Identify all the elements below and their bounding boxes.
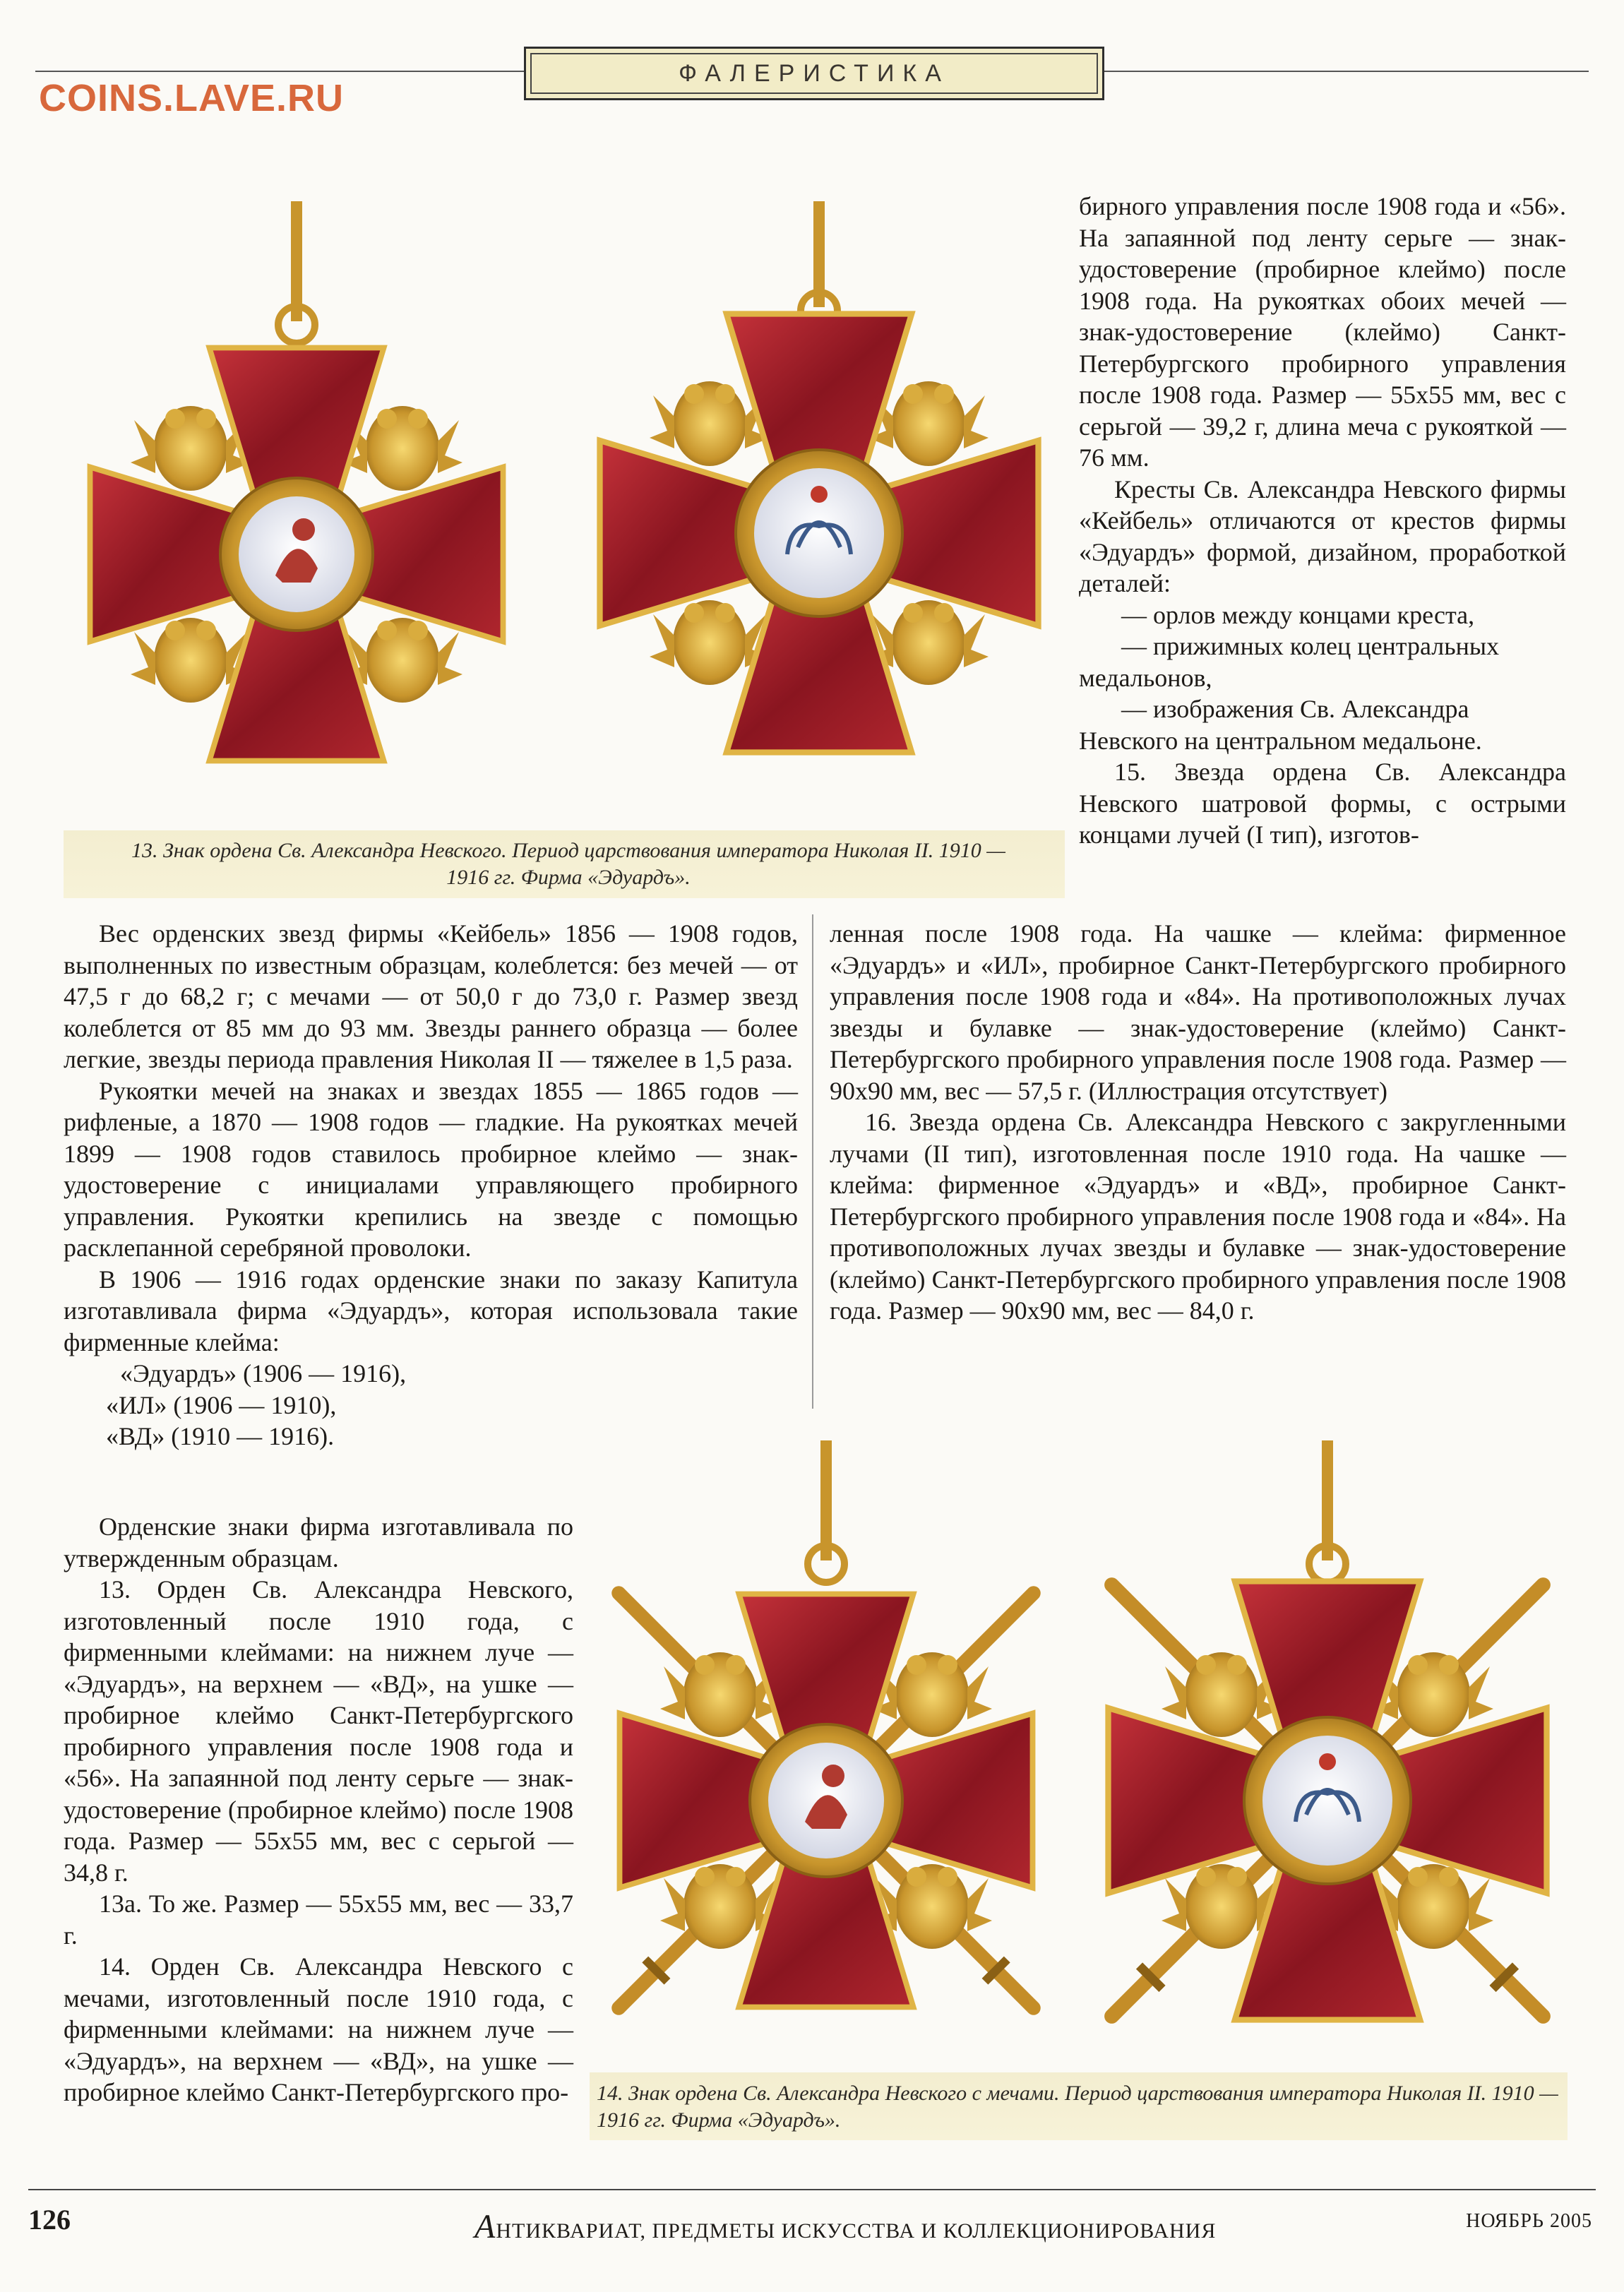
right-column-top <box>1079 191 1566 851</box>
issue-date: НОЯБРЬ 2005 <box>1466 2210 1592 2232</box>
page-number: 126 <box>28 2204 71 2236</box>
paragraph: 13. Орден Св. Александра Невского, изготовленный после 1910 года, с фирменными клеймами: на нижнем луче — «Эдуардъ», на верхнем — «ВД», на ушке — пробирное клеймо Санкт-Петербургского пробирного управления после 1908 года и «56». На запаянной под ленту серьге — знак-удостоверение (пробирное клеймо) после 1908 года. Размер — 55х55 мм, вес с серьгой — 34,8 г. <box>64 1575 573 1887</box>
paragraph: Кресты Св. Александра Невского фирмы «Кейбель» отличаются от крестов фирмы «Эдуардъ» формой, дизайном, проработкой деталей: <box>1079 474 1566 597</box>
feature-item: — прижимных колец центральных медальонов, <box>1079 632 1500 692</box>
feature-item: — орлов между концами креста, <box>1121 600 1475 629</box>
feature-item: — изображения Св. Александра Невского на центральном медальоне. <box>1079 695 1482 755</box>
paragraph: В 1906 — 1916 годах орденские знаки по заказу Капитула изготавливала фирма «Эдуардъ», которая использовала такие фирменные клейма: <box>64 1265 798 1356</box>
mark-item: «Эдуардъ» (1906 — 1916), <box>120 1359 407 1387</box>
paragraph: Вес орденских звезд фирмы «Кейбель» 1856 — 1908 годов, выполненных по известным образцам, колеблется: без мечей — от 47,5 г до 68,2 г; с мечами — от 50,0 г до 73,0 г. Размер звезд колеблется от 85 мм до 93 мм. Звезды раннего образца — более легкие, звезды периода правления Николая II — тяжелее в 1,5 раза. <box>64 919 798 1073</box>
paragraph: 14. Орден Св. Александра Невского с мечами, изготовленный после 1910 года, с фирменными клеймами: на нижнем луче — «Эдуардъ», на верхнем — «ВД», на ушке — пробирное клеймо Санкт-Петербургского про- <box>64 1952 573 2106</box>
order-cross-reverse <box>586 201 1052 823</box>
section-title: ФАЛЕРИСТИКА <box>679 59 950 87</box>
caption-figure-13: 13. Знак ордена Св. Александра Невского. Период царствования императора Николая II. 1910 — 1916 гг. Фирма «Эдуардъ». <box>131 839 1005 889</box>
journal-name: НТИКВАРИАТ, ПРЕДМЕТЫ ИСКУССТВА И КОЛЛЕКЦИОНИРОВАНИЯ <box>496 2219 1217 2243</box>
journal-title <box>474 2207 1216 2246</box>
journal-initial: А <box>474 2208 496 2245</box>
right-column-wide <box>830 918 1566 1327</box>
column-divider <box>812 914 813 1409</box>
paragraph: Орденские знаки фирма изготавливала по утвержденным образцам. <box>64 1512 573 1572</box>
footer-rule <box>28 2189 1596 2190</box>
paragraph: ленная после 1908 года. На чашке — клейма: фирменное «Эдуардъ» и «ИЛ», пробирное Санкт-Петербургского пробирного управления после 1908 года и «84». На противоположных лучах звезды и булавке — знак-удостоверение (клеймо) Санкт-Петербургского пробирного управления после 1908 года. Размер — 90х90 мм, вес — 57,5 г. (Иллюстрация отсутствует) <box>830 919 1566 1105</box>
left-column-lower <box>64 1511 573 2108</box>
mark-item: «ВД» (1910 — 1916). <box>106 1422 335 1450</box>
order-cross-swords-front <box>593 1440 1059 2062</box>
paragraph: Рукоятки мечей на знаках и звездах 1855 — 1865 годов — рифленые, а 1870 — 1908 годов — гладкие. На рукоятках мечей 1899 — 1908 годов ставилось пробирное клеймо — знак-удостоверение с инициалами управляющего пробирного управления. Рукоятки крепились на звезде с помощью расклепанной серебряной проволоки. <box>64 1076 798 1262</box>
paragraph: 16. Звезда ордена Св. Александра Невского с закругленными лучами (II тип), изготовленная после 1910 года. На чашке — клейма: фирменное «Эдуардъ» и «ВД», пробирное Санкт-Петербургского пробирного управления после 1908 года и «84». На противоположных лучах звезды и булавке — знак-удостоверение (клеймо) Санкт-Петербургского пробирного управления после 1908 года. Размер — 90х90 мм, вес — 84,0 г. <box>830 1108 1566 1325</box>
caption-figure-14: 14. Знак ордена Св. Александра Невского с мечами. Период царствования императора Николая II. 1910 — 1916 гг. Фирма «Эдуардъ». <box>597 2082 1558 2132</box>
paragraph: 15. Звезда ордена Св. Александра Невского шатровой формы, с острыми концами лучей (I тип), изготов- <box>1079 758 1566 849</box>
mark-item: «ИЛ» (1906 — 1910), <box>106 1390 337 1419</box>
left-column-upper <box>64 918 798 1452</box>
paragraph: бирного управления после 1908 года и «56». На запаянной под ленту серьге — знак-удостоверение (пробирное клеймо) после 1908 года. На рукоятках обоих мечей — знак-удостоверение (клеймо) Санкт-Петербургского пробирного управления после 1908 года. Размер — 55х55 мм, вес с серьгой — 39,2 г, длина меча с рукояткой — 76 мм. <box>1079 192 1566 472</box>
paragraph: 13а. То же. Размер — 55х55 мм, вес — 33,7 г. <box>64 1890 573 1950</box>
watermark: COINS.LAVE.RU <box>39 77 345 119</box>
order-cross-front <box>78 201 515 823</box>
order-cross-swords-reverse <box>1087 1440 1568 2062</box>
